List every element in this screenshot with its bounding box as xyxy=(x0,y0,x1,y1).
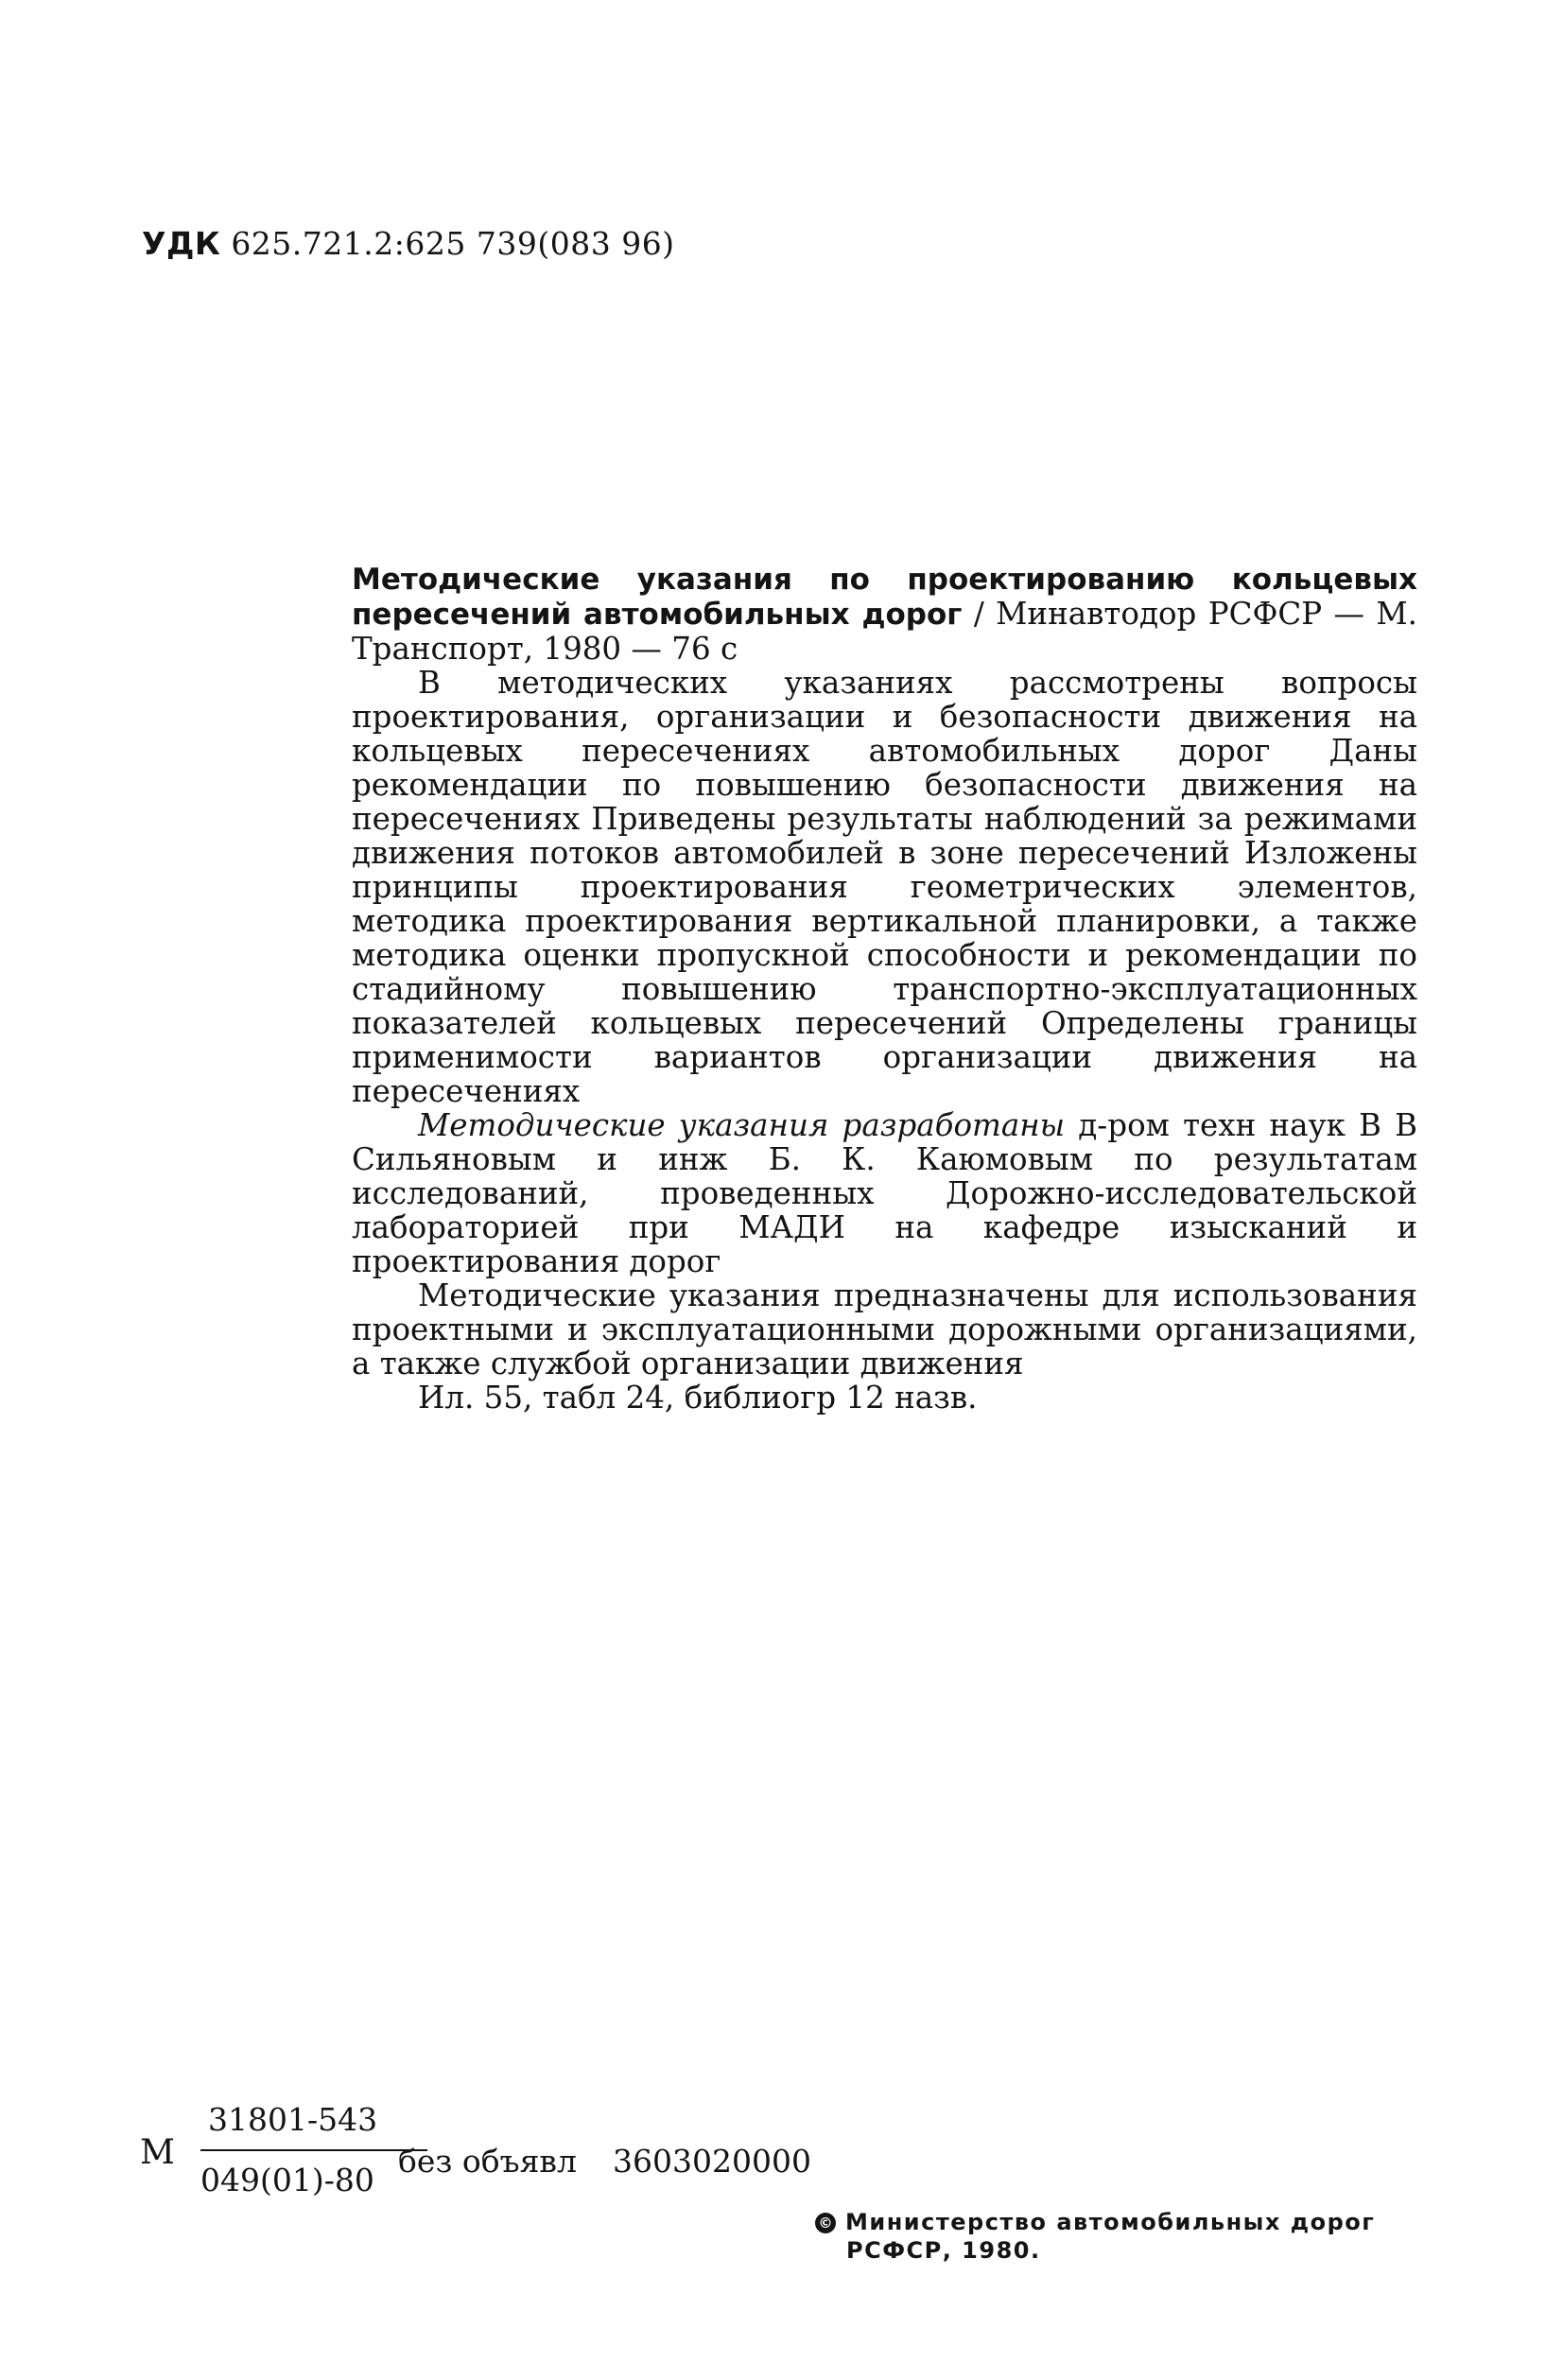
bibliographic-entry xyxy=(352,562,1417,666)
udk-line xyxy=(142,225,675,262)
copyright-notice xyxy=(815,2208,1375,2265)
fraction-line xyxy=(200,2149,427,2151)
abstract-paragraph: В методических указаниях рассмотрены вопросы проектирования, организации и безопасности движения на кольцевых пересечениях автомобильных дорог Даны рекомендации по повышению безопасности движения на пересечениях Приведены результаты наблюдений за режимами движения потоков автомобилей в зоне пересечений Изложены принципы проектирования геометрических элементов, методика проектирования вертикальной планировки, а также методика оценки пропускной способности и рекомендации по стадийному повышению транспортно-эксплуатационных показателей кольцевых пересечений Определены границы применимости вариантов организации движения на пересечениях xyxy=(352,665,1417,1109)
price-code: 3603020000 xyxy=(613,2143,811,2180)
index-letter: М xyxy=(140,2133,175,2172)
annotation-block xyxy=(352,562,1417,1415)
citation: / Минавтодор РСФСР — М. Транспорт, 1980 — 76 с xyxy=(352,596,1417,667)
copyright-icon: © xyxy=(815,2213,836,2233)
copyright-line-1 xyxy=(815,2208,1375,2236)
authors-rest: д-ром техн наук В В Сильяновым и инж Б. К. Каюмовым по результатам исследований, проведенных Дорожно-исследовательской лабораторией при МАДИ на кафедре изысканий и проектирования дорог xyxy=(352,1107,1417,1279)
book-title: Методические указания по проектированию кольцевых пересечений автомобильных дорог xyxy=(352,563,1417,632)
udk-code: 625.721.2:625 739(083 96) xyxy=(231,225,675,262)
copyright-owner: Министерство автомобильных дорог xyxy=(845,2209,1376,2235)
authors-paragraph xyxy=(352,1108,1417,1278)
index-numerator: 31801-543 xyxy=(208,2101,378,2138)
no-advert-note: без объявл xyxy=(398,2143,577,2180)
purpose-paragraph: Методические указания предназначены для использования проектными и эксплуатационными дорожными организациями, а также службой организации движения xyxy=(352,1277,1417,1381)
copyright-line-2: РСФСР, 1980. xyxy=(846,2237,1041,2264)
authors-lead: Методические указания разработаны xyxy=(418,1107,1066,1143)
biblio-paragraph: Ил. 55, табл 24, библиогр 12 назв. xyxy=(418,1380,978,1416)
udk-label: УДК xyxy=(142,225,221,262)
index-denominator: 049(01)-80 xyxy=(200,2162,374,2198)
